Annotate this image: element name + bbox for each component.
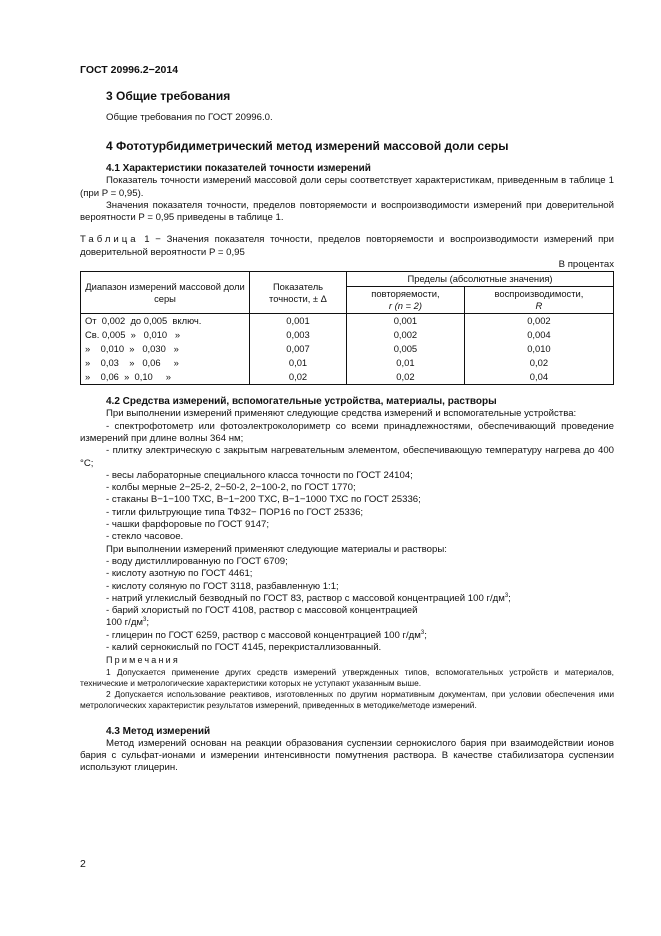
cell-reproducibility: 0,02 <box>464 356 613 370</box>
header-accuracy: Показатель точности, ± Δ <box>250 272 347 314</box>
note-2: 2 Допускается использование реактивов, изготовленных по другим нормативным документам, при условии обеспечения ими метрологических характеристик результатов измерений, приведенных в методике/методе измерений. <box>80 688 614 710</box>
table-caption <box>80 234 614 259</box>
cell-repeatability: 0,001 <box>347 314 465 329</box>
material-item-tail: ; <box>424 629 427 641</box>
material-item: - кислоту азотную по ГОСТ 4461; <box>106 568 253 580</box>
section-4-3-title: 4.3 Метод измерений <box>106 725 211 737</box>
cell-range: От 0,002 до 0,005 включ. <box>81 314 250 329</box>
table-row <box>81 370 614 385</box>
section-4-title: 4 Фототурбидиметрический метод измерений массовой доли серы <box>106 139 509 154</box>
material-item-tail: ; <box>146 617 150 629</box>
header-repeatability <box>347 287 465 314</box>
section-4-1-paragraph-2: Значения показателя точности, пределов повторяемости и воспроизводимости измерений при доверительной вероятности P = 0,95 приведены в таблице 1. <box>80 199 614 224</box>
equipment-item: - тигли фильтрующие типа ТФ32− ПОР16 по ГОСТ 25336; <box>106 506 364 518</box>
header-reproducibility-sub: R <box>535 300 543 312</box>
material-item-text: - глицерин по ГОСТ 6259, раствор с массовой концентрацией 100 г/дм <box>106 629 421 641</box>
table-row <box>81 328 614 342</box>
page-content <box>80 88 614 775</box>
material-item <box>106 630 614 642</box>
table-caption-text: 1 − Значения показателя точности, пределов повторяемости и воспроизводимости измерений при доверительной вероятности P = 0,95 <box>80 234 614 258</box>
material-item: - воду дистиллированную по ГОСТ 6709; <box>106 555 288 567</box>
table-caption-word: Таблица <box>80 234 139 246</box>
cell-repeatability: 0,02 <box>347 370 465 385</box>
equipment-item: - чашки фарфоровые по ГОСТ 9147; <box>106 519 270 531</box>
page-number: 2 <box>80 858 86 870</box>
cell-reproducibility: 0,002 <box>464 314 613 329</box>
section-4-3-text: Метод измерений основан на реакции образования суспензии сернокислого бария при взаимодействии ионов бария с сульфат-ионами и измерении интенсивности помутнения раствора. В качестве стабилизатора суспензии используют глицерин. <box>80 737 614 774</box>
material-item-text: - натрий углекислый безводный по ГОСТ 83, раствор с массовой концентрацией 100 г/дм <box>106 592 505 604</box>
materials-intro: При выполнении измерений применяют следующие материалы и растворы: <box>106 543 447 555</box>
accuracy-table <box>80 271 614 385</box>
table-row <box>81 314 614 329</box>
cell-accuracy: 0,02 <box>250 370 347 385</box>
cell-reproducibility: 0,04 <box>464 370 613 385</box>
cell-range: » 0,010 » 0,030 » <box>81 342 250 356</box>
material-item <box>106 617 614 629</box>
section-3-title: 3 Общие требования <box>106 89 231 103</box>
header-repeatability-label: повторяемости, <box>371 288 440 300</box>
section-4-1-title: 4.1 Характеристики показателей точности измерений <box>106 163 371 175</box>
equipment-item: - спектрофотометр или фотоэлектроколориметр со всеми принадлежностями, обеспечивающий проведение измерений при длине волны 364 нм; <box>80 420 614 444</box>
cell-accuracy: 0,003 <box>250 328 347 342</box>
header-range: Диапазон измерений массовой доли серы <box>81 272 250 314</box>
cell-repeatability: 0,005 <box>347 342 465 356</box>
header-reproducibility-label: воспроизводимости, <box>494 288 584 300</box>
header-repeatability-sub: r (n = 2) <box>388 300 422 312</box>
superscript: 3 <box>143 617 147 624</box>
equipment-item: - колбы мерные 2−25-2, 2−50-2, 2−100-2, по ГОСТ 1770; <box>106 482 356 494</box>
cell-reproducibility: 0,010 <box>464 342 613 356</box>
section-4-2-intro: При выполнении измерений применяют следующие средства измерений и вспомогательные устройства: <box>106 408 577 420</box>
cell-accuracy: 0,001 <box>250 314 347 329</box>
cell-accuracy: 0,01 <box>250 356 347 370</box>
section-4-2-title: 4.2 Средства измерений, вспомогательные устройства, материалы, растворы <box>106 396 497 408</box>
cell-range: Св. 0,005 » 0,010 » <box>81 328 250 342</box>
equipment-item: - стекло часовое. <box>106 531 184 543</box>
material-item <box>106 593 614 605</box>
equipment-item: - стаканы В−1−100 ТХС, В−1−200 ТХС, В−1−1000 ТХС по ГОСТ 25336; <box>106 494 421 506</box>
table-row <box>81 342 614 356</box>
material-item: - кислоту соляную по ГОСТ 3118, разбавленную 1:1; <box>106 580 339 592</box>
superscript: 3 <box>504 592 509 599</box>
header-limits: Пределы (абсолютные значения) <box>347 272 614 287</box>
table-unit: В процентах <box>558 259 614 271</box>
material-item: - калий сернокислый по ГОСТ 4145, перекристаллизованный. <box>106 642 382 654</box>
cell-range: » 0,03 » 0,06 » <box>81 356 250 370</box>
section-3-text: Общие требования по ГОСТ 20996.0. <box>106 112 273 123</box>
cell-repeatability: 0,002 <box>347 328 465 342</box>
standard-header: ГОСТ 20996.2−2014 <box>80 64 179 76</box>
table-row <box>81 356 614 370</box>
cell-repeatability: 0,01 <box>347 356 465 370</box>
header-reproducibility <box>464 287 613 314</box>
cell-accuracy: 0,007 <box>250 342 347 356</box>
material-item: - барий хлористый по ГОСТ 4108, раствор с массовой концентрацией <box>106 605 418 617</box>
note-1: 1 Допускается применение других средств измерений утвержденных типов, вспомогательных устройств и материалов, технические и метрологические характеристики которых не уступают указанным выше. <box>80 666 614 688</box>
superscript: 3 <box>420 629 425 636</box>
section-4-1-paragraph-1: Показатель точности измерений массовой доли серы соответствует характеристикам, приведенным в таблице 1 (при P = 0,95). <box>80 175 614 199</box>
notes-label: Примечания <box>106 655 180 666</box>
equipment-item: - плитку электрическую с закрытым нагревательным элементом, обеспечивающую температуру нагрева до 400 °С; <box>80 445 614 469</box>
equipment-item: - весы лабораторные специального класса точности по ГОСТ 24104; <box>106 469 413 481</box>
cell-reproducibility: 0,004 <box>464 328 613 342</box>
cell-range: » 0,06 » 0,10 » <box>81 370 250 385</box>
material-item-tail: ; <box>508 592 511 604</box>
material-item-text: 100 г/дм <box>106 617 144 629</box>
